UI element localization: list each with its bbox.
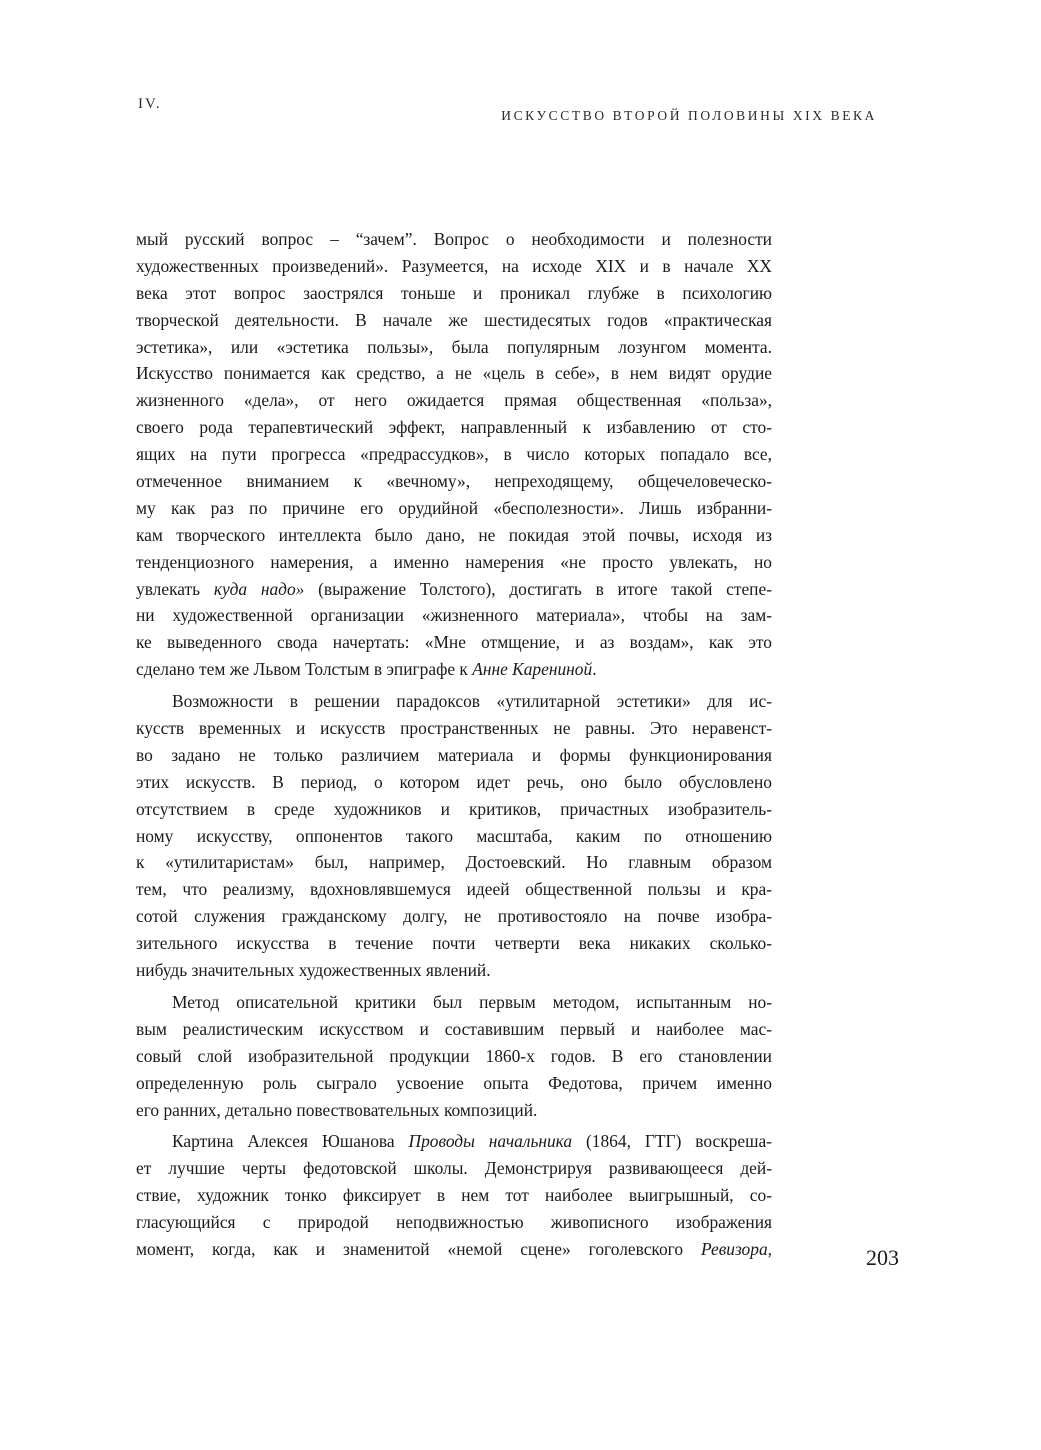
italic-title: Проводы начальника	[408, 1131, 573, 1152]
text-line: Метод описательной критики был первым методом, испытанным но-	[172, 991, 772, 1012]
italic-title: Ревизора,	[701, 1238, 772, 1259]
italic-title: Анне Карениной	[472, 659, 593, 680]
section-number: IV.	[138, 96, 162, 112]
running-title: ИСКУССТВО ВТОРОЙ ПОЛОВИНЫ XIX ВЕКА	[501, 108, 877, 123]
text-line: ящих на пути прогресса «предрассудков», в число которых попадало все,	[136, 444, 772, 465]
text-line: мый русский вопрос – “зачем”. Вопрос о необходимости и полезности	[136, 229, 772, 249]
text-line: Возможности в решении парадоксов «утилитарной эстетики» для ис-	[172, 691, 772, 712]
text-line: творческой деятельности. В начале же шестидесятых годов «практическая	[136, 309, 772, 330]
text-line: нибудь значительных художественных явлений.	[136, 960, 491, 981]
text-line: увлекать куда надо» (выражение Толстого), достигать в итоге такой степе-	[136, 578, 773, 599]
text-line: к «утилитаристам» был, например, Достоевский. Но главным образом	[136, 852, 772, 873]
text-line: ет лучшие черты федотовской школы. Демонстрируя развивающееся дей-	[136, 1158, 772, 1179]
text-line: ному искусству, оппонентов такого масштаба, каким по отношению	[136, 825, 772, 846]
text-line: сотой служения гражданскому долгу, не противостояло на почве изобра-	[136, 906, 772, 927]
text-line: тенденциозного намерения, а именно намерения «не просто увлекать, но	[136, 551, 772, 572]
text-line: своего рода терапевтический эффект, направленный к избавлению от сто-	[136, 417, 772, 438]
text-line: этих искусств. В период, о котором идет речь, оно было обусловлено	[136, 771, 772, 792]
text-line: его ранних, детально повествовательных композиций.	[136, 1099, 538, 1120]
italic-quote: куда надо»	[213, 578, 305, 599]
text-line: вым реалистическим искусством и составившим первый и наиболее мас-	[136, 1018, 772, 1039]
text-line: гласующийся с природой неподвижностью живописного изображения	[136, 1212, 772, 1233]
paragraph-3	[136, 989, 772, 1123]
text-line: сделано тем же Львом Толстым в эпиграфе к Анне Карениной.	[136, 659, 597, 680]
text-line: жизненного «дела», от него ожидается прямая общественная «польза»,	[136, 390, 772, 411]
text-line: отсутствием в среде художников и критиков, причастных изобразитель-	[136, 798, 772, 819]
text-line: во задано не только различием материала и формы функционирования	[136, 744, 772, 765]
text-line: века этот вопрос заострялся тоньше и проникал глубже в психологию	[136, 282, 772, 303]
paragraph-4	[136, 1128, 772, 1262]
text-line: му как раз по причине его орудийной «бесполезности». Лишь избранни-	[136, 497, 772, 518]
text-line: кусств временных и искусств пространственных не равны. Это неравенст-	[136, 718, 772, 739]
text-line: ке выведенного свода начертать: «Мне отмщение, и аз воздам», как это	[136, 632, 772, 653]
text-line: отмеченное вниманием к «вечному», непреходящему, общечеловеческо-	[136, 471, 772, 492]
text-line: ни художественной организации «жизненного материала», чтобы на зам-	[136, 605, 772, 626]
text-line: ствие, художник тонко фиксирует в нем тот наиболее выигрышный, со-	[136, 1185, 772, 1206]
paragraph-1	[136, 226, 772, 683]
text-line: момент, когда, как и знаменитой «немой сцене» гоголевского Ревизора,	[136, 1238, 772, 1259]
text-line: Картина Алексея Юшанова Проводы начальника (1864, ГТГ) воскреша-	[172, 1131, 772, 1152]
text-line: совый слой изобразительной продукции 1860-х годов. В его становлении	[136, 1045, 772, 1066]
text-line: Искусство понимается как средство, а не «цель в себе», в нем видят орудие	[136, 363, 772, 384]
text-line: художественных произведений». Разумеется, на исходе XIX и в начале XX	[136, 255, 772, 276]
text-line: кам творческого интеллекта было дано, не покидая этой почвы, исходя из	[136, 524, 772, 545]
body-text	[136, 226, 772, 1263]
text-line: тем, что реализму, вдохновлявшемуся идеей общественной пользы и кра-	[136, 879, 772, 900]
paragraph-2	[136, 688, 772, 984]
page-number: 203	[866, 1245, 899, 1270]
text-line: зительного искусства в течение почти четверти века никаких сколько-	[136, 933, 772, 954]
text-line: определенную роль сыграло усвоение опыта Федотова, причем именно	[136, 1072, 772, 1093]
text-line: эстетика», или «эстетика пользы», была популярным лозунгом момента.	[136, 336, 772, 357]
